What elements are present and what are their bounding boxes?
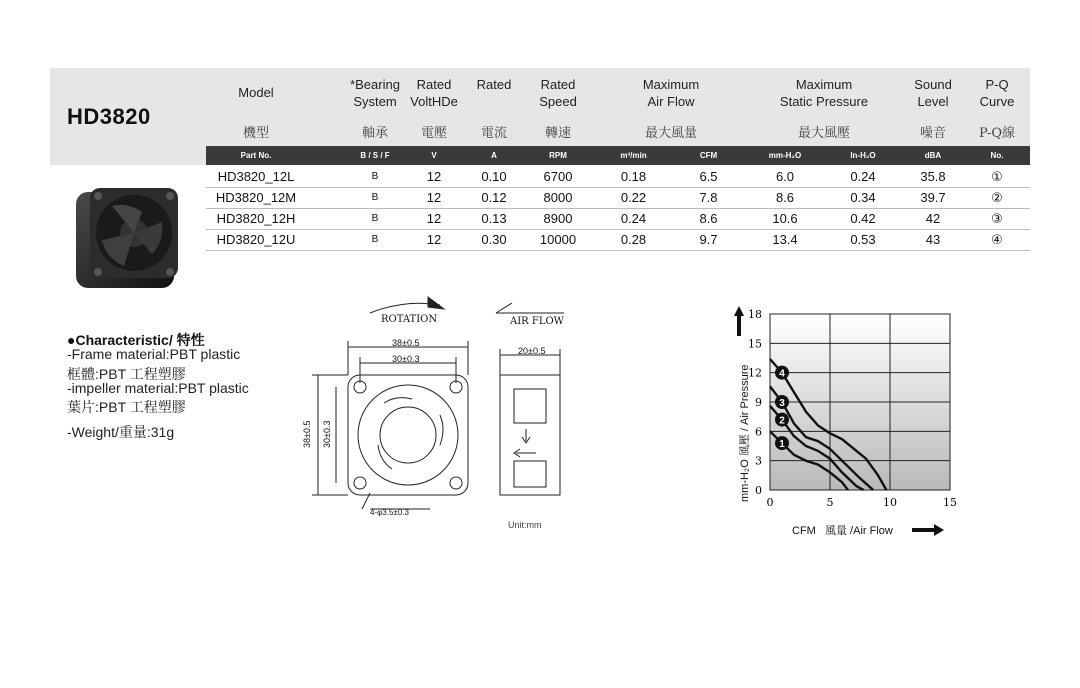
cell-amp: 0.10 — [481, 169, 507, 184]
header-4-label: Rated Speed — [539, 77, 577, 109]
cell-cfm: 9.7 — [699, 232, 718, 247]
cell-amp: 0.12 — [481, 190, 507, 205]
header-8-unit: No. — [990, 151, 1004, 160]
dim-width-inner: 30±0.3 — [392, 354, 420, 364]
header-3-label: Rated — [476, 77, 512, 92]
y-tick-label: 15 — [748, 337, 762, 351]
y-tick-label: 12 — [748, 366, 762, 380]
pq-curve-marker-1 — [775, 436, 789, 450]
cell-no: ② — [991, 190, 1003, 205]
header-5-zh: 最大風量 — [644, 126, 697, 141]
header-6-zh: 最大風壓 — [797, 126, 850, 141]
dim-holes: 4-φ3.5±0.3 — [370, 508, 409, 517]
cell-dba: 35.8 — [920, 169, 946, 184]
header-5-sub2: CFM — [699, 151, 718, 160]
y-axis-label: mm-H₂O 風壓 / Air Pressure — [739, 364, 751, 502]
pq-chart — [728, 304, 978, 546]
cell-inh2o: 0.24 — [850, 169, 876, 184]
y-tick-label: 9 — [755, 396, 762, 409]
dim-width-outer: 38±0.5 — [392, 338, 420, 348]
cell-volt: 12 — [426, 169, 442, 184]
dim-depth: 20±0.5 — [518, 346, 546, 356]
header-1-zh: 軸承 — [361, 126, 388, 141]
header-0-unit: Part No. — [240, 151, 272, 160]
cell-volt: 12 — [426, 190, 442, 205]
header-7-unit: dBA — [924, 151, 942, 160]
cell-bearing: B — [371, 213, 379, 224]
dim-height-inner: 30±0.3 — [322, 420, 332, 448]
airflow-label: AIR FLOW — [510, 316, 564, 327]
char-line: 葉片:PBT 工程塑膠 — [67, 399, 186, 415]
header-8-label: P-Q Curve — [979, 77, 1015, 109]
cell-volt: 12 — [426, 232, 442, 247]
header-0-label: Model — [238, 85, 274, 100]
header-8-zh: P-Q線 — [978, 126, 1016, 141]
cell-mmh2o: 6.0 — [775, 169, 795, 184]
cell-no: ③ — [991, 211, 1003, 226]
header-7-zh: 噪音 — [919, 126, 946, 141]
header-7-label: Sound Level — [914, 77, 952, 109]
rotation-label: ROTATION — [381, 314, 438, 325]
header-0-zh: 機型 — [242, 126, 269, 141]
header-1-unit: B / S / F — [360, 151, 390, 160]
x-axis-label: CFM 風量 /Air Flow — [792, 525, 893, 537]
header-3-zh: 電流 — [480, 126, 507, 141]
header-6-label: Maximum Static Pressure — [779, 77, 869, 109]
header-2-label: Rated VoltHDe — [410, 77, 458, 109]
cell-cfm: 8.6 — [699, 211, 718, 226]
cell-dba: 39.7 — [920, 190, 946, 205]
svg-text:4: 4 — [779, 368, 785, 380]
char-line: -impeller material:PBT plastic — [67, 380, 249, 396]
header-3-unit: A — [491, 151, 497, 160]
airflow-arrow-icon — [496, 303, 512, 313]
cell-mmh2o: 13.4 — [772, 232, 798, 247]
cell-inh2o: 0.53 — [850, 232, 876, 247]
pq-curve-marker-3 — [775, 395, 789, 409]
fan-photo — [72, 184, 184, 292]
header-4-zh: 轉速 — [544, 126, 571, 141]
cell-amp: 0.30 — [481, 232, 507, 247]
down-arrow-icon — [522, 429, 530, 443]
x-tick-label: 15 — [943, 496, 957, 509]
cell-dba: 42 — [925, 211, 941, 226]
cell-volt: 12 — [426, 211, 442, 226]
y-tick-label: 0 — [755, 484, 762, 497]
cell-part: HD3820_12M — [215, 190, 297, 205]
characteristics-title: ●Characteristic/ 特性 — [67, 332, 205, 348]
cell-rpm: 10000 — [539, 232, 577, 247]
header-1-label: *Bearing System — [350, 77, 400, 109]
cell-bearing: B — [371, 234, 379, 245]
y-axis-arrow-icon — [734, 306, 744, 336]
cell-part: HD3820_12U — [216, 232, 296, 247]
model-title: HD3820 — [67, 104, 151, 129]
svg-text:3: 3 — [779, 398, 785, 409]
x-tick-label: 10 — [883, 496, 897, 509]
left-arrow-icon — [514, 449, 536, 457]
cell-inh2o: 0.34 — [850, 190, 876, 205]
unit-label: Unit:mm — [508, 520, 542, 530]
header-5-label: Maximum Air Flow — [642, 77, 700, 109]
pq-curve-marker-2 — [775, 413, 789, 427]
cell-cfm: 7.8 — [699, 190, 718, 205]
y-tick-label: 18 — [748, 308, 762, 321]
cell-m3: 0.24 — [620, 211, 647, 226]
row-divider — [206, 250, 1030, 251]
svg-text:1: 1 — [779, 439, 785, 451]
cell-rpm: 6700 — [543, 169, 573, 184]
header-6-sub2: In-H₂O — [850, 151, 876, 160]
cell-dba: 43 — [925, 232, 941, 247]
y-tick-label: 3 — [755, 454, 762, 468]
y-tick-label: 6 — [755, 425, 762, 439]
x-axis-arrow-icon — [912, 524, 944, 536]
cell-m3: 0.18 — [620, 169, 647, 184]
cell-inh2o: 0.42 — [850, 211, 876, 226]
cell-part: HD3820_12L — [217, 169, 295, 184]
header-6-sub1: mm-H₂O — [768, 151, 802, 160]
header-2-unit: V — [431, 151, 437, 160]
cell-mmh2o: 8.6 — [775, 190, 795, 205]
cell-no: ④ — [991, 232, 1003, 247]
cell-part: HD3820_12H — [216, 211, 296, 226]
x-tick-label: 0 — [766, 496, 774, 509]
cell-m3: 0.28 — [620, 232, 647, 247]
svg-text:2: 2 — [779, 415, 785, 427]
header-2-zh: 電壓 — [420, 126, 447, 141]
cell-amp: 0.13 — [481, 211, 507, 226]
header-4-unit: RPM — [549, 151, 567, 160]
char-line: -Weight/重量:31g — [67, 424, 175, 440]
dim-height-outer: 38±0.5 — [302, 420, 312, 448]
cell-no: ① — [991, 169, 1003, 184]
rotation-arrow-icon — [428, 297, 444, 309]
pq-curve-marker-4 — [775, 366, 789, 380]
cell-m3: 0.22 — [620, 190, 647, 205]
cell-bearing: B — [371, 171, 379, 182]
header-5-sub1: m³/min — [620, 151, 647, 160]
cell-cfm: 6.5 — [699, 169, 718, 184]
cell-bearing: B — [371, 192, 379, 203]
char-line: 框體:PBT 工程塑膠 — [67, 366, 186, 382]
x-tick-label: 5 — [826, 496, 834, 509]
cell-rpm: 8000 — [543, 190, 573, 205]
dimension-drawing — [300, 295, 590, 535]
char-line: -Frame material:PBT plastic — [67, 346, 241, 362]
cell-mmh2o: 10.6 — [772, 211, 798, 226]
cell-rpm: 8900 — [543, 211, 573, 226]
